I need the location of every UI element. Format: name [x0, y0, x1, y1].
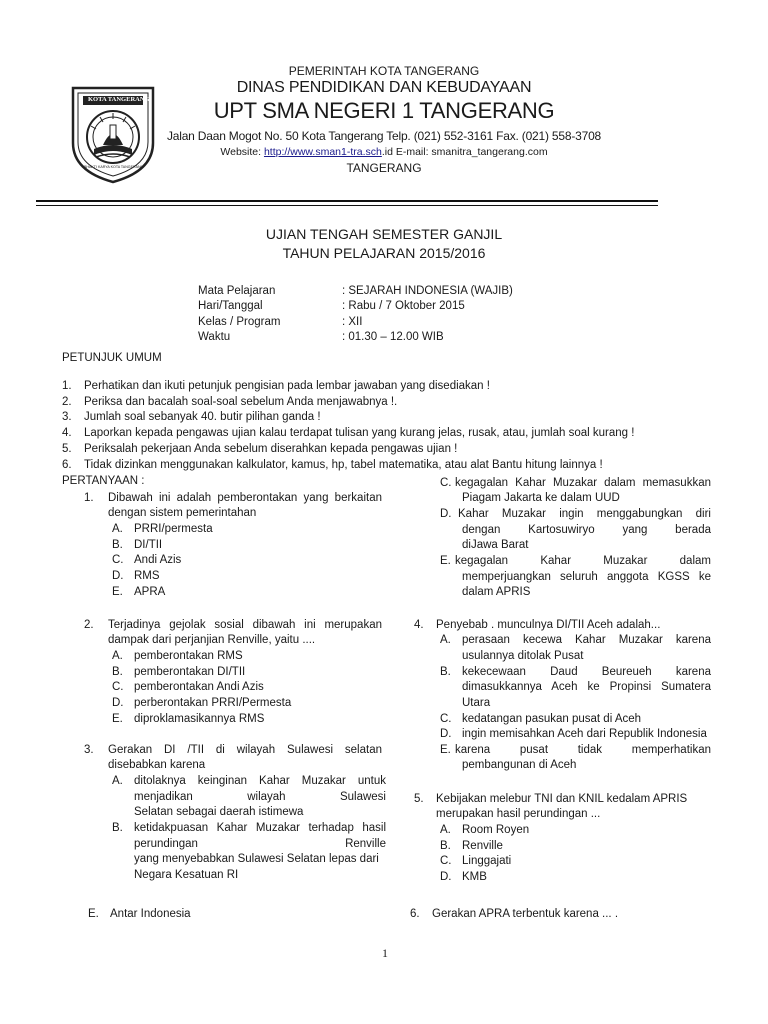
instruction-item: Periksalah pekerjaan Anda sebelum diserahkan kepada pengawas ujian !: [84, 443, 458, 455]
option-b[interactable]: ketidakpuasan Kahar Muzakar terhadap hasil: [134, 822, 386, 834]
option-c[interactable]: kegagalan Kahar Muzakar dalam memasukkan: [455, 477, 711, 489]
option-a[interactable]: PRRI/permesta: [134, 523, 213, 535]
instruction-item: Jumlah soal sebanyak 40. butir pilihan ganda !: [84, 411, 321, 423]
option-e[interactable]: karena pusat tidak memperhatikan: [455, 744, 711, 756]
website-label: Website:: [220, 146, 264, 158]
option-key: A.: [112, 650, 123, 662]
question-number: 2.: [84, 619, 94, 631]
info-value: : XII: [342, 316, 363, 328]
option-d[interactable]: RMS: [134, 570, 160, 582]
option-key: D.: [440, 871, 452, 883]
option-key: C.: [440, 855, 452, 867]
instruction-number: 4.: [62, 427, 72, 439]
option-b-cont[interactable]: Utara: [462, 697, 491, 709]
question-number: 5.: [414, 793, 424, 805]
question-number: 3.: [84, 744, 94, 756]
question-stem: Gerakan APRA terbentuk karena ... .: [432, 908, 619, 920]
option-b[interactable]: kekecewaan Daud Beureueh karena: [462, 666, 711, 678]
option-key: D.: [440, 728, 452, 740]
option-e-cont[interactable]: pembangunan di Aceh: [462, 759, 577, 771]
question-stem: Penyebab . munculnya DI/TII Aceh adalah...: [436, 619, 661, 631]
logo-title-text: KOTA TANGERANG: [88, 96, 150, 103]
email-text: .id E-mail: smanitra_tangerang.com: [381, 146, 548, 158]
school-name: UPT SMA NEGERI 1 TANGERANG: [213, 98, 555, 123]
option-b[interactable]: Renville: [462, 840, 503, 852]
instruction-item: Perhatikan dan ikuti petunjuk pengisian pada lembar jawaban yang disediakan !: [84, 380, 490, 392]
question-stem: dengan sistem pemerintahan: [108, 507, 257, 519]
info-value: : Rabu / 7 Oktober 2015: [342, 300, 465, 312]
option-key: E.: [112, 713, 123, 725]
option-a[interactable]: Room Royen: [462, 824, 530, 836]
option-c[interactable]: pemberontakan Andi Azis: [134, 681, 264, 693]
option-key: E.: [88, 908, 99, 920]
exam-year: TAHUN PELAJARAN 2015/2016: [282, 245, 486, 261]
instruction-item: Periksa dan bacalah soal-soal sebelum Anda menjawabnya !.: [84, 396, 398, 408]
option-c[interactable]: Linggajati: [462, 855, 512, 867]
instruction-number: 1.: [62, 380, 72, 392]
option-key: C.: [440, 713, 452, 725]
option-e-cont[interactable]: dalam APRIS: [462, 586, 531, 598]
option-e[interactable]: kegagalan Kahar Muzakar dalam: [455, 555, 711, 567]
question-stem: merupakan hasil perundingan ...: [436, 808, 601, 820]
option-key: C.: [440, 477, 452, 489]
option-c[interactable]: Andi Azis: [134, 554, 182, 566]
option-a-cont[interactable]: menjadikan wilayah Sulawesi: [134, 791, 386, 803]
option-b-cont[interactable]: dimasukkannya Aceh ke Propinsi Sumatera: [462, 681, 711, 693]
school-contact: [0, 146, 768, 158]
option-d[interactable]: ingin memisahkan Aceh dari Republik Indonesia: [462, 728, 707, 740]
info-row: [198, 315, 280, 330]
option-e-cont[interactable]: memperjuangkan seluruh anggota KGSS ke: [462, 571, 711, 583]
option-key: D.: [112, 697, 124, 709]
option-c[interactable]: kedatangan pasukan pusat di Aceh: [462, 713, 642, 725]
option-a-cont[interactable]: Selatan sebagai daerah istimewa: [134, 806, 304, 818]
option-key: D.: [440, 508, 452, 520]
info-label: Hari/Tanggal: [198, 300, 263, 312]
info-value: : SEJARAH INDONESIA (WAJIB): [342, 285, 513, 297]
info-row: [198, 284, 275, 299]
instruction-number: 3.: [62, 411, 72, 423]
option-key: E.: [440, 555, 451, 567]
gov-name: PEMERINTAH KOTA TANGERANG: [288, 64, 480, 78]
option-c-cont[interactable]: Piagam Jakarta ke dalam UUD: [462, 492, 620, 504]
option-b[interactable]: DI/TII: [134, 539, 163, 551]
question-stem: Kebijakan melebur TNI dan KNIL kedalam APRIS: [436, 793, 688, 805]
exam-title: UJIAN TENGAH SEMESTER GANJIL: [265, 226, 503, 242]
option-key: B.: [112, 539, 123, 551]
option-key: C.: [112, 554, 124, 566]
logo-motto-text: BHAKTI KARYA KOTA TANGERANG: [84, 165, 144, 169]
option-a[interactable]: ditolaknya keinginan Kahar Muzakar untuk: [134, 775, 386, 787]
question-number: 4.: [414, 619, 424, 631]
instruction-item: Tidak dizinkan menggunakan kalkulator, kamus, hp, tabel matematika, atau alat Bantu hitung lainnya !: [84, 459, 603, 471]
info-row: [198, 299, 263, 314]
option-e[interactable]: diproklamasikannya RMS: [134, 713, 265, 725]
school-address: Jalan Daan Mogot No. 50 Kota Tangerang Telp. (021) 552-3161 Fax. (021) 558-3708: [166, 129, 602, 143]
option-d[interactable]: KMB: [462, 871, 487, 883]
instruction-number: 6.: [62, 459, 72, 471]
question-stem: dampak dari perjanjian Renville, yaitu ....: [108, 634, 316, 646]
instruction-item: Laporkan kepada pengawas ujian kalau terdapat tulisan yang kurang jelas, rusak, atau, jumlah soal kurang !: [84, 427, 635, 439]
instruction-number: 5.: [62, 443, 72, 455]
option-key: A.: [112, 523, 123, 535]
header-divider-thick: [36, 200, 658, 202]
question-stem: Dibawah ini adalah pemberontakan yang berkaitan: [108, 492, 382, 504]
option-a[interactable]: pemberontakan RMS: [134, 650, 243, 662]
header-divider-thin: [36, 205, 658, 206]
question-stem: disebabkan karena: [108, 759, 206, 771]
question-stem: Gerakan DI /TII di wilayah Sulawesi selatan: [108, 744, 382, 756]
option-key: A.: [440, 634, 451, 646]
option-d[interactable]: Kahar Muzakar ingin menggabungkan diri: [458, 508, 711, 520]
city-name: TANGERANG: [346, 161, 422, 175]
info-row: [198, 330, 230, 345]
option-b[interactable]: pemberontakan DI/TII: [134, 666, 246, 678]
questions-heading: PERTANYAAN :: [62, 475, 145, 487]
option-key: B.: [440, 840, 451, 852]
option-key: E.: [440, 744, 451, 756]
option-b-cont[interactable]: Negara Kesatuan RI: [134, 869, 239, 881]
option-key: C.: [112, 681, 124, 693]
option-d-cont[interactable]: dengan Kartosuwiryo yang berada: [462, 524, 711, 536]
option-key: A.: [112, 775, 123, 787]
option-e[interactable]: APRA: [134, 586, 166, 598]
option-b-cont[interactable]: yang menyebabkan Sulawesi Selatan lepas dari: [134, 853, 379, 865]
question-stem: Terjadinya gejolak sosial dibawah ini merupakan: [108, 619, 382, 631]
info-label: Mata Pelajaran: [198, 285, 276, 297]
dept-name: DINAS PENDIDIKAN DAN KEBUDAYAAN: [236, 79, 532, 96]
website-link[interactable]: http://www.sman1-tra.sch: [263, 146, 382, 158]
option-d-cont[interactable]: diJawa Barat: [462, 539, 529, 551]
info-value: : 01.30 – 12.00 WIB: [342, 331, 444, 343]
option-key: A.: [440, 824, 451, 836]
option-a-cont[interactable]: usulannya ditolak Pusat: [462, 650, 584, 662]
instruction-number: 2.: [62, 396, 72, 408]
option-d[interactable]: perberontakan PRRI/Permesta: [134, 697, 292, 709]
option-key: B.: [112, 666, 123, 678]
info-label: Waktu: [198, 331, 231, 343]
page-number: 1: [382, 946, 388, 960]
option-a[interactable]: perasaan kecewa Kahar Muzakar karena: [462, 634, 711, 646]
instructions-heading: PETUNJUK UMUM: [62, 352, 162, 364]
option-key: B.: [440, 666, 451, 678]
question-number: 6.: [410, 908, 420, 920]
option-b-cont[interactable]: perundingan Renville: [134, 838, 386, 850]
question-number: 1.: [84, 492, 94, 504]
option-key: B.: [112, 822, 123, 834]
option-key: E.: [112, 586, 123, 598]
info-label: Kelas / Program: [198, 316, 281, 328]
option-e[interactable]: Antar Indonesia: [110, 908, 191, 920]
option-key: D.: [112, 570, 124, 582]
